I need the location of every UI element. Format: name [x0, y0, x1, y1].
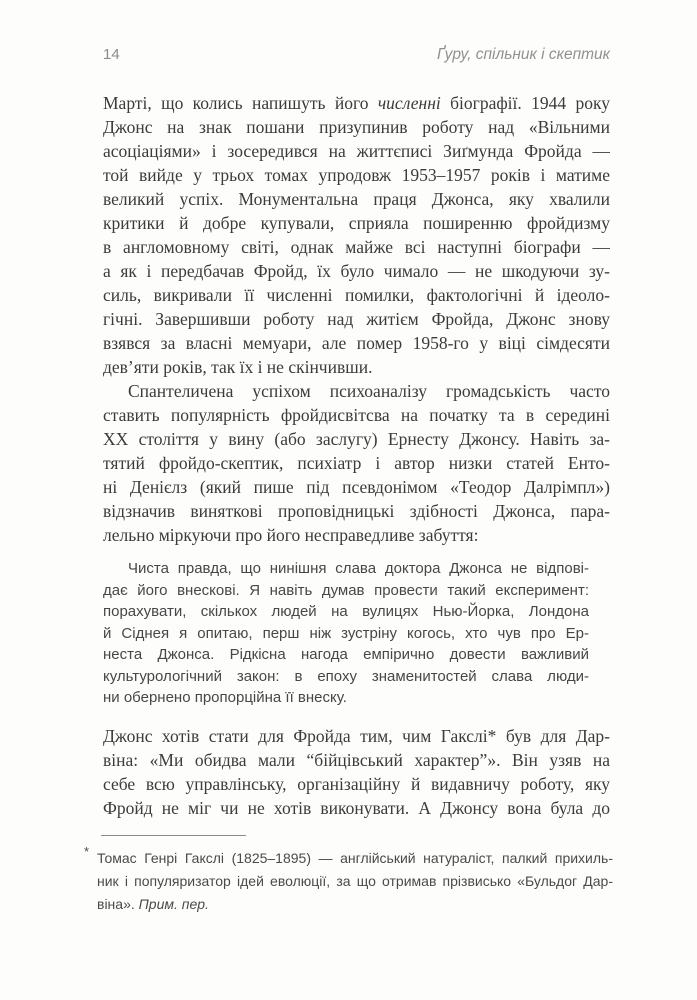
text-line: [103, 91, 610, 115]
paragraph-3: [103, 724, 610, 820]
text-line: віна: «Ми обидва мали “бійцівський характер”». Він узяв на: [103, 749, 610, 770]
text-line: ні Денієлз (який пише під псевдонімом «Теодор Далрімпл»): [103, 477, 610, 497]
text-line: тятий фройдо-скептик, психіатр і автор низки статей Енто-: [103, 453, 610, 473]
text-line: взявся за власні мемуари, але помер 1958-го у віці сімдесяти: [103, 333, 610, 353]
footnote-area: [84, 835, 613, 916]
footnote: [84, 843, 613, 916]
text-line: силь, викривали її численні помилки, фактологічні й ідеоло-: [103, 285, 610, 305]
translator-note: Прим. пер.: [138, 895, 209, 912]
text-segment: віна».: [97, 895, 139, 912]
footnote-divider: [101, 835, 246, 836]
text-segment: Марті, що колись напишуть його: [103, 93, 378, 113]
text-line: ставить популярність фройдисвітсва на початку та в середині: [103, 405, 610, 425]
text-line: критики й добре купували, сприяла поширенню фройдизму: [103, 213, 610, 233]
text-block: [84, 46, 613, 916]
quote-line: ни обернено пропорційна її внеску.: [103, 689, 347, 706]
text-line: Джонс на знак пошани призупинив роботу над «Вільними: [103, 117, 610, 137]
text-segment: біографії. 1944 року: [440, 93, 610, 113]
footnote-line: [97, 893, 613, 916]
running-title: Ґуру, спільник і скептик: [436, 46, 610, 63]
quote-line: культурологічний закон: в епоху знаменитостей слава люди-: [103, 667, 589, 685]
text-line: Спантеличена успіхом психоаналізу громадськість часто: [128, 381, 610, 401]
text-line: асоціаціями» і зосередився на життєписі Зиґмунда Фройда —: [103, 141, 610, 161]
paragraph-2: [103, 379, 610, 547]
text-line: себе всю управлінську, організаційну й видавничу роботу, яку: [103, 773, 610, 794]
quote-line: неста Джонса. Рідкісна нагода емпірично довести важливий: [103, 646, 589, 663]
block-quote: [103, 558, 589, 709]
paragraph-1: [103, 91, 610, 379]
text-line: в англомовному світі, однак майже всі наступні біографи —: [103, 237, 610, 257]
page-number: 14: [103, 46, 120, 63]
quote-line: й Сіднея я опитаю, перш ніж зустріну когось, хто чув про Ер-: [103, 624, 589, 642]
body-text: [84, 91, 613, 916]
text-line: а як і передбачав Фройд, їх було чимало — не шкодуючи зу-: [103, 261, 610, 281]
text-line: ХХ століття у вину (або заслугу) Ернесту Джонсу. Навіть за-: [103, 429, 610, 449]
footnote-line: ник і популяризатор ідей еволюції, за що отримав прізвисько «Бульдог Дар-: [97, 872, 613, 889]
quote-line: дає його внескові. Я навіть думав провести такий експеримент:: [103, 581, 589, 599]
text-line: дев’яти років, так їх і не скінчивши.: [103, 357, 373, 377]
text-line: Фройд не міг чи не хотів виконувати. А Джонсу вона була до: [103, 797, 610, 818]
text-line: великий успіх. Монументальна праця Джонса, яку хвалили: [103, 189, 610, 209]
running-header: [103, 46, 610, 66]
italic-text: численні: [377, 93, 441, 113]
footnote-line: Томас Генрі Гакслі (1825–1895) — англійський натураліст, палкий прихиль-: [97, 849, 613, 866]
text-line: відзначив виняткові проповідницькі здібності Джонса, пара-: [103, 501, 610, 521]
text-line: лельно міркуючи про його несправедливе забуття:: [103, 525, 479, 545]
quote-line: порахувати, скількох людей на вулицях Нью-Йорка, Лондона: [103, 603, 589, 620]
text-line: той вийде у трьох томах упродовж 1953–1957 років і матиме: [103, 165, 610, 185]
quote-line: Чиста правда, що нинішня слава доктора Джонса не відпові-: [128, 560, 589, 577]
footnote-marker: *: [84, 843, 90, 859]
text-line: гічні. Завершивши роботу над житієм Фройда, Джонс знову: [103, 309, 610, 329]
text-line: Джонс хотів стати для Фройда тим, чим Гакслі* був для Дар-: [103, 725, 610, 746]
